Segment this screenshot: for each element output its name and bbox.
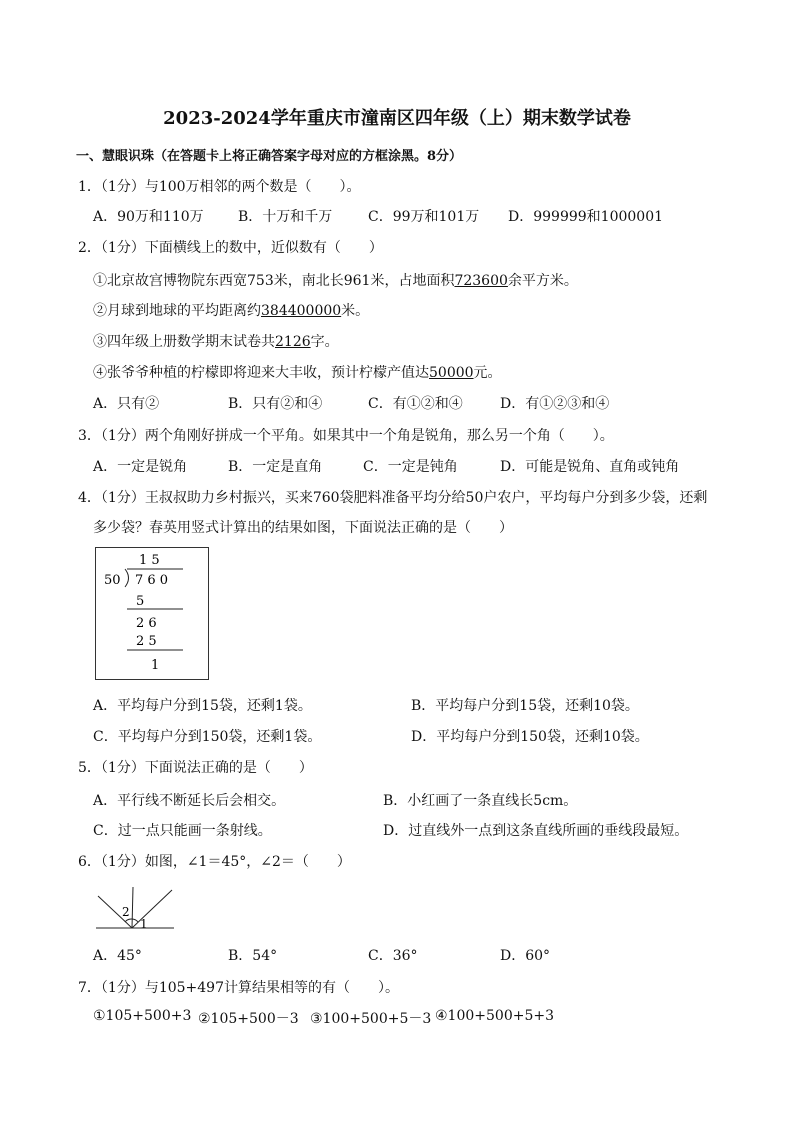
angle-2-label: 2 xyxy=(122,905,130,919)
angle-1-label: 1 xyxy=(140,917,148,931)
angle-1-arc xyxy=(132,919,138,922)
question-2-item-3: ③四年级上册数学期末试卷共2126字。 xyxy=(93,334,339,350)
question-5-option-d: D．过直线外一点到这条直线所画的垂线段最短。 xyxy=(383,823,689,839)
question-3-option-a: A．一定是锐角 xyxy=(93,459,188,475)
question-3-option-d: D．可能是锐角、直角或钝角 xyxy=(500,459,680,475)
question-2-option-d: D．有①②③和④ xyxy=(500,396,610,412)
question-6-stem: 6．（1分）如图，∠1＝45°，∠2＝（ ） xyxy=(78,854,351,870)
division-step-3: 2 5 xyxy=(136,634,157,649)
division-step-1: 5 xyxy=(136,594,145,609)
figure-ray-vertical xyxy=(132,887,133,928)
question-3-option-c: C．一定是钝角 xyxy=(363,459,458,475)
question-1-option-d: D．999999和1000001 xyxy=(508,209,664,225)
question-2-item-2: ②月球到地球的平均距离约384400000米。 xyxy=(93,303,370,319)
question-2-item-4: ④张爷爷种植的柠檬即将迎来大丰收，预计柠檬产值达50000元。 xyxy=(93,365,502,381)
long-division-figure xyxy=(95,547,209,680)
question-4-stem-line-2: 多少袋？春英用竖式计算出的结果如图，下面说法正确的是（ ） xyxy=(93,520,513,536)
question-2-option-a: A．只有② xyxy=(93,396,160,412)
division-quotient: 1 5 xyxy=(139,553,160,568)
question-7-option-4: ④100+500+5+3 xyxy=(435,1008,554,1024)
angle-figure xyxy=(93,884,177,932)
question-3-option-b: B．一定是直角 xyxy=(228,459,323,475)
question-4-option-b: B．平均每户分到15袋，还剩10袋。 xyxy=(411,698,639,714)
question-4-stem-line-1: 4．（1分）王叔叔助力乡村振兴，买来760袋肥料准备平均分给50户农户，平均每户分到多少袋，还剩 xyxy=(78,490,708,506)
question-7-option-1: ①105+500+3 xyxy=(93,1008,192,1024)
division-remainder: 1 xyxy=(151,658,160,673)
division-step-2: 2 6 xyxy=(136,616,157,631)
angle-2-arc xyxy=(125,919,132,922)
division-divisor: 50 xyxy=(104,573,121,588)
division-bracket xyxy=(125,569,129,587)
page-title: 2023-2024学年重庆市潼南区四年级（上）期末数学试卷 xyxy=(163,108,631,129)
question-3-stem: 3．（1分）两个角刚好拼成一个平角。如果其中一个角是锐角，那么另一个角（ ）。 xyxy=(78,428,614,444)
question-7-stem: 7．（1分）与105+497计算结果相等的有（ ）。 xyxy=(78,980,399,996)
question-5-option-a: A．平行线不断延长后会相交。 xyxy=(93,793,286,809)
question-5-option-c: C．过一点只能画一条射线。 xyxy=(93,823,272,839)
question-2-item-1: ①北京故宫博物院东西宽753米，南北长961米，占地面积723600余平方米。 xyxy=(93,273,578,289)
question-6-option-b: B．54° xyxy=(228,948,278,964)
question-1-option-b: B．十万和千万 xyxy=(238,209,333,225)
figure-ray-right xyxy=(132,890,172,928)
section-heading: 一、慧眼识珠（在答题卡上将正确答案字母对应的方框涂黑。8分） xyxy=(76,149,463,164)
question-2-option-b: B．只有②和④ xyxy=(228,396,323,412)
question-4-option-c: C．平均每户分到150袋，还剩1袋。 xyxy=(93,729,322,745)
question-1-option-a: A．90万和110万 xyxy=(93,209,204,225)
question-4-option-d: D．平均每户分到150袋，还剩10袋。 xyxy=(411,729,649,745)
question-1-option-c: C．99万和101万 xyxy=(368,209,480,225)
question-7-option-3: ③100+500+5－3 xyxy=(310,1011,432,1027)
question-5-option-b: B．小红画了一条直线长5cm。 xyxy=(383,793,578,809)
question-7-option-2: ②105+500－3 xyxy=(198,1011,299,1027)
question-1-stem: 1．（1分）与100万相邻的两个数是（ ）。 xyxy=(78,179,361,195)
question-6-option-d: D．60° xyxy=(500,948,551,964)
question-2-option-c: C．有①②和④ xyxy=(368,396,463,412)
question-2-stem: 2．（1分）下面横线上的数中，近似数有（ ） xyxy=(78,240,383,256)
question-4-option-a: A．平均每户分到15袋，还剩1袋。 xyxy=(93,698,312,714)
question-6-option-a: A．45° xyxy=(93,948,142,964)
question-5-stem: 5．（1分）下面说法正确的是（ ） xyxy=(78,760,313,776)
question-6-option-c: C．36° xyxy=(368,948,418,964)
division-dividend: 7 6 0 xyxy=(135,573,169,588)
